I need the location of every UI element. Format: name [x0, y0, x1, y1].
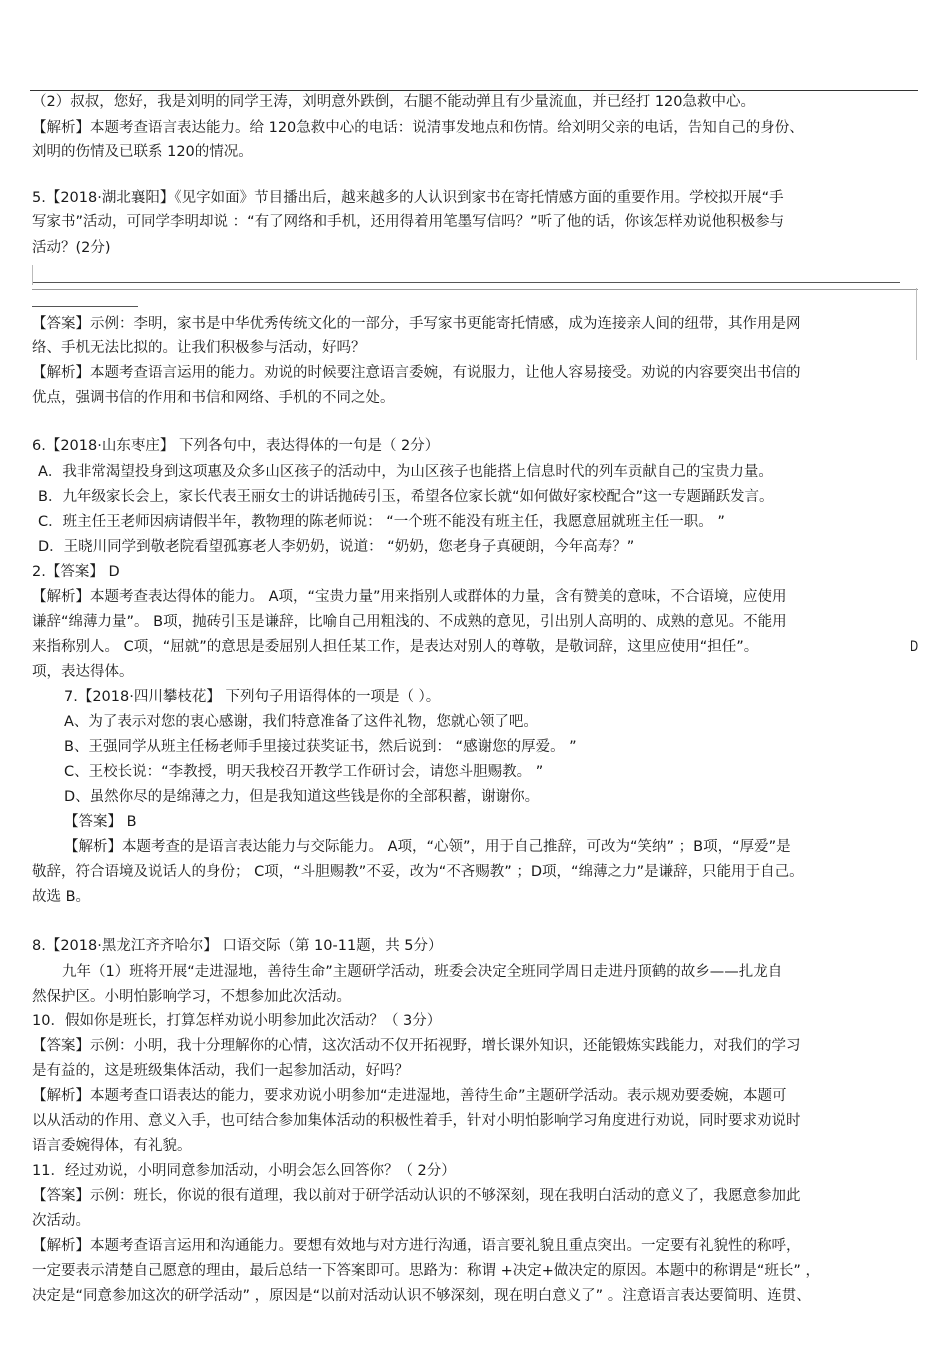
text-line: 是有益的，这是班级集体活动，我们一起参加活动，好吗？: [32, 1063, 409, 1079]
margin-mark-left: [32, 265, 33, 285]
stray-letter: D: [910, 639, 919, 655]
text-line: 谦辞“绵薄力量”。 B项，抛砖引玉是谦辞，比喻自己用粗浅的、不成熟的意见，引出别人高明的、成熟的意见。不能用: [32, 614, 787, 630]
top-rule: [30, 90, 918, 91]
text-line: 5.【2018·湖北襄阳】《见字如面》节目播出后，越来越多的人认识到家书在寄托情感方面的重要作用。学校拟开展“手: [32, 190, 784, 206]
text-line: 11．经过劝说，小明同意参加活动，小明会怎么回答你？（ 2分）: [32, 1163, 456, 1179]
text-line: 写家书”活动，可同学李明却说 ：“有了网络和手机，还用得着用笔墨写信吗？”听了他的话，你该怎样劝说他积极参与: [32, 214, 785, 230]
text-line: （2）叔叔，您好，我是刘明的同学王涛，刘明意外跌倒，右腿不能动弹且有少量流血，并已经打 120急救中心。: [32, 94, 756, 110]
text-line: 次活动。: [32, 1213, 90, 1229]
text-line: 【答案】示例：李明，家书是中华优秀传统文化的一部分，手写家书更能寄托情感，成为连接亲人间的纽带，其作用是网: [32, 316, 801, 332]
text-line: 【解析】本题考查语言运用的能力。劝说的时候要注意语言委婉，有说服力，让他人容易接受。劝说的内容要突出书信的: [32, 365, 801, 381]
text-line: C．班主任王老师因病请假半年，教物理的陈老师说： “一个班不能没有班主任，我愿意屈就班主任一职。 ”: [38, 514, 725, 530]
text-line: 九年（1）班将开展“走进湿地，善待生命”主题研学活动，班委会决定全班同学周日走进丹顶鹤的故乡——扎龙自: [62, 964, 783, 980]
text-line: 项，表达得体。: [32, 664, 134, 680]
text-line: 【解析】本题考查语言表达能力。给 120急救中心的电话：说清事发地点和伤情。给刘明父亲的电话，告知自己的身份、: [32, 120, 804, 136]
text-line: 来指称别人。 C项，“屈就”的意思是委屈别人担任某工作，是表达对别人的尊敬，是敬词辞，这里应使用“担任”。: [32, 639, 759, 655]
text-line: 【解析】本题考查表达得体的能力。 A项，“宝贵力量”用来指别人或群体的力量，含有赞美的意味，不合语境，应使用: [32, 589, 787, 605]
text-line: 【解析】本题考查的是语言表达能力与交际能力。 A项，“心领”，用于自己推辞，可改为“笑纳” ；B项，“厚爱”是: [64, 839, 791, 855]
text-line: 语言委婉得体，有礼貌。: [32, 1138, 192, 1154]
text-line: 故选 B。: [32, 889, 91, 905]
text-line: 活动？(2分): [32, 240, 111, 256]
text-line: 【答案】示例：小明，我十分理解你的心情，这次活动不仅开拓视野，增长课外知识，还能锻炼实践能力，对我们的学习: [32, 1038, 801, 1054]
text-line: A．我非常渴望投身到这项惠及众多山区孩子的活动中，为山区孩子也能搭上信息时代的列车贡献自己的宝贵力量。: [38, 464, 773, 480]
text-line: 然保护区。小明怕影响学习，不想参加此次活动。: [32, 989, 351, 1005]
answer-line-2: [32, 289, 918, 290]
text-line: 络、手机无法比拟的。让我们积极参与活动，好吗？: [32, 340, 366, 356]
text-line: C、王校长说：“李教授，明天我校召开教学工作研讨会，请您斗胆赐教。 ”: [64, 764, 544, 780]
text-line: 【答案】示例：班长，你说的很有道理，我以前对于研学活动认识的不够深刻，现在我明白活动的意义了，我愿意参加此: [32, 1188, 801, 1204]
text-line: 8.【2018·黑龙江齐齐哈尔】 口语交际（第 10-11题，共 5分）: [32, 938, 443, 954]
text-line: A、为了表示对您的衷心感谢，我们特意准备了这件礼物，您就心领了吧。: [64, 714, 538, 730]
text-line: 敬辞，符合语境及说话人的身份； C项，“斗胆赐教”不妥，改为“不吝赐教” ；D项，“绵薄之力”是谦辞，只能用于自己。: [32, 864, 804, 880]
answer-line-1: [32, 282, 900, 283]
text-line: B．九年级家长会上，家长代表王丽女士的讲话抛砖引玉，希望各位家长就“如何做好家校配合”这一专题踊跃发言。: [38, 489, 774, 505]
text-line: D．王晓川同学到敬老院看望孤寡老人李奶奶，说道： “奶奶，您老身子真硬朗，今年高寿？”: [38, 539, 635, 555]
text-line: 以从活动的作用、意义入手，也可结合参加集体活动的积极性着手，针对小明怕影响学习角度进行劝说，同时要求劝说时: [32, 1113, 801, 1129]
text-line: 决定是“同意参加这次的研学活动” ，原因是“以前对活动认识不够深刻，现在明白意义了” 。注意语言表达要简明、连贯、: [32, 1288, 811, 1304]
text-line: 2.【答案】 D: [32, 564, 120, 580]
text-line: 【答案】 B: [64, 814, 137, 830]
text-line: 一定要表示清楚自己愿意的理由，最后总结一下答案即可。思路为：称谓 +决定+做决定的原因。本题中的称谓是“班长” ，: [32, 1263, 821, 1279]
text-line: 优点，强调书信的作用和书信和网络、手机的不同之处。: [32, 390, 395, 406]
text-line: 6.【2018·山东枣庄】 下列各句中，表达得体的一句是（ 2分）: [32, 438, 440, 454]
text-line: 7.【2018·四川攀枝花】 下列句子用语得体的一项是（ ）。: [64, 689, 441, 705]
text-line: 10．假如你是班长，打算怎样劝说小明参加此次活动？（ 3分）: [32, 1013, 442, 1029]
text-line: 刘明的伤情及已联系 120的情况。: [32, 144, 253, 160]
text-line: D、虽然你尽的是绵薄之力，但是我知道这些钱是你的全部积蓄，谢谢你。: [64, 789, 540, 805]
text-line: 【解析】本题考查口语表达的能力，要求劝说小明参加“走进湿地，善待生命”主题研学活动。表示规劝要委婉，本题可: [32, 1088, 787, 1104]
text-line: 【解析】本题考查语言运用和沟通能力。要想有效地与对方进行沟通，语言要礼貌且重点突出。一定要有礼貌性的称呼，: [32, 1238, 801, 1254]
text-line: B、王强同学从班主任杨老师手里接过获奖证书，然后说到： “感谢您的厚爱。 ”: [64, 739, 577, 755]
margin-mark-right: [916, 288, 917, 360]
answer-line-short: [32, 306, 138, 307]
